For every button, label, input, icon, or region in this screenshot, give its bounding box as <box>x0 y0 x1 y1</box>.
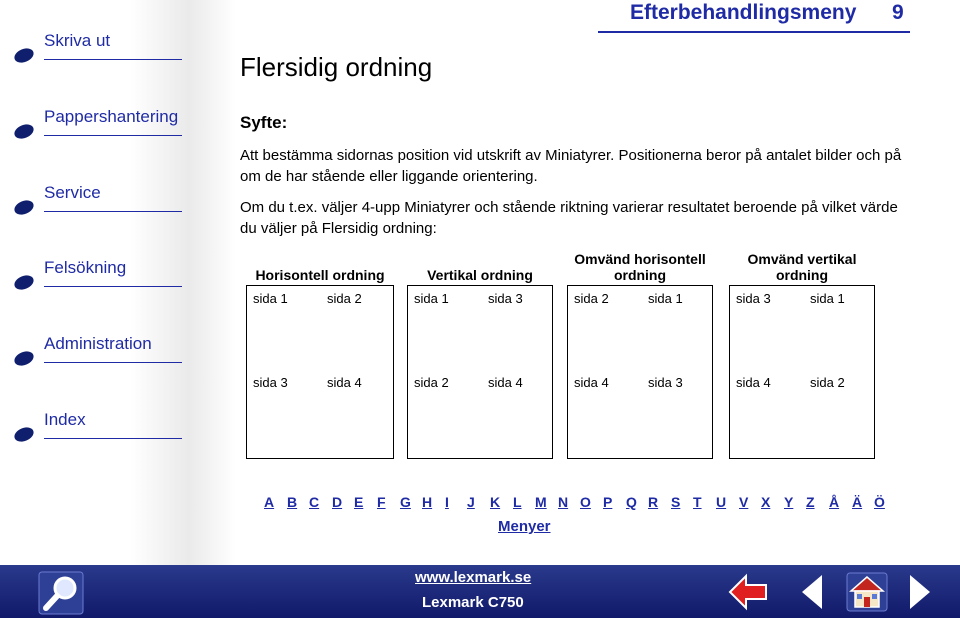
sidebar-item-label: Administration <box>44 334 152 353</box>
diagram-title: Omvänd vertikal ordning <box>747 251 857 283</box>
purpose-text: Att bestämma sidornas position vid utskrift av Miniatyrer. Positionerna beror på antalet bilder och på om de har stående eller liggande orientering. <box>240 147 902 185</box>
page-number: 9 <box>892 1 904 24</box>
alphabet-link[interactable]: Å <box>829 494 840 510</box>
page-cell: sida 4 <box>488 375 523 390</box>
alphabet-index <box>264 494 884 514</box>
divider <box>44 59 182 60</box>
page-cell: sida 1 <box>810 291 845 306</box>
page-cell: sida 3 <box>648 375 683 390</box>
page-cell: sida 1 <box>253 291 288 306</box>
purpose-heading: Syfte: <box>240 113 288 132</box>
sidebar-item-index[interactable] <box>0 410 200 450</box>
alphabet-link[interactable]: P <box>603 494 613 510</box>
sidebar-item-administration[interactable] <box>0 334 200 374</box>
bullet-icon <box>12 273 35 293</box>
website-link[interactable]: www.lexmark.se <box>415 569 532 586</box>
page-cell: sida 4 <box>574 375 609 390</box>
header-title: Efterbehandlingsmeny <box>630 1 857 24</box>
alphabet-link[interactable]: A <box>264 494 275 510</box>
page-cell: sida 2 <box>574 291 609 306</box>
sidebar-item-skriva-ut[interactable] <box>0 31 200 71</box>
alphabet-link[interactable]: D <box>332 494 343 510</box>
next-page-icon[interactable] <box>908 573 932 611</box>
sidebar-item-label: Skriva ut <box>44 31 111 50</box>
sidebar <box>0 0 236 565</box>
page-frame <box>729 285 875 459</box>
sidebar-item-label: Index <box>44 410 86 429</box>
footer-bar <box>0 565 960 618</box>
alphabet-link[interactable]: H <box>422 494 433 510</box>
menus-link[interactable]: Menyer <box>498 518 551 535</box>
alphabet-link[interactable]: E <box>354 494 364 510</box>
page-cell: sida 3 <box>736 291 771 306</box>
alphabet-link[interactable]: B <box>287 494 298 510</box>
bullet-icon <box>12 122 35 142</box>
alphabet-link[interactable]: S <box>671 494 681 510</box>
alphabet-link[interactable]: K <box>490 494 501 510</box>
alphabet-link[interactable]: V <box>739 494 749 510</box>
divider <box>44 135 182 136</box>
alphabet-link[interactable]: I <box>445 494 449 510</box>
previous-page-icon[interactable] <box>800 573 824 611</box>
divider <box>44 438 182 439</box>
bullet-icon <box>12 198 35 218</box>
sidebar-item-label: Felsökning <box>44 258 127 277</box>
product-model: Lexmark C750 <box>422 594 524 611</box>
alphabet-link[interactable]: O <box>580 494 591 510</box>
alphabet-link[interactable]: U <box>716 494 727 510</box>
diagram-title: Horisontell ordning <box>255 267 385 283</box>
page-frame <box>246 285 394 459</box>
alphabet-link[interactable]: Ö <box>874 494 885 510</box>
magnifier-icon[interactable] <box>38 571 84 615</box>
back-arrow-icon[interactable] <box>728 573 768 611</box>
page-cell: sida 4 <box>736 375 771 390</box>
alphabet-link[interactable]: T <box>693 494 702 510</box>
alphabet-link[interactable]: G <box>400 494 411 510</box>
sidebar-item-felsokning[interactable] <box>0 258 200 298</box>
page-cell: sida 3 <box>488 291 523 306</box>
page-cell: sida 3 <box>253 375 288 390</box>
sidebar-item-label: Service <box>44 183 101 202</box>
diagram-title: Omvänd horisontell ordning <box>574 251 706 283</box>
page-cell: sida 2 <box>414 375 449 390</box>
page-cell: sida 1 <box>648 291 683 306</box>
sidebar-item-label: Pappershantering <box>44 107 179 126</box>
divider <box>44 211 182 212</box>
page-title: Flersidig ordning <box>240 52 433 82</box>
bullet-icon <box>12 349 35 369</box>
page-frame <box>407 285 553 459</box>
alphabet-link[interactable]: R <box>648 494 659 510</box>
alphabet-link[interactable]: N <box>558 494 569 510</box>
home-icon[interactable] <box>846 572 888 612</box>
alphabet-link[interactable]: X <box>761 494 771 510</box>
diagram-title: Vertikal ordning <box>427 267 533 283</box>
alphabet-link[interactable]: Z <box>806 494 815 510</box>
bullet-icon <box>12 425 35 445</box>
alphabet-link[interactable]: F <box>377 494 386 510</box>
alphabet-link[interactable]: M <box>535 494 547 510</box>
alphabet-link[interactable]: Q <box>626 494 637 510</box>
page-cell: sida 2 <box>810 375 845 390</box>
header-rule <box>598 31 910 33</box>
page-cell: sida 4 <box>327 375 362 390</box>
divider <box>44 362 182 363</box>
page-cell: sida 2 <box>327 291 362 306</box>
sidebar-item-pappershantering[interactable] <box>0 107 200 147</box>
sidebar-item-service[interactable] <box>0 183 200 223</box>
alphabet-link[interactable]: L <box>513 494 522 510</box>
alphabet-link[interactable]: J <box>467 494 475 510</box>
alphabet-link[interactable]: Ä <box>852 494 863 510</box>
bullet-icon <box>12 46 35 66</box>
alphabet-link[interactable]: Y <box>784 494 794 510</box>
alphabet-link[interactable]: C <box>309 494 320 510</box>
example-text: Om du t.ex. väljer 4-upp Miniatyrer och stående riktning varierar resultatet beroende på vilket värde du väljer på Flersidig ordning: <box>240 199 898 237</box>
divider <box>44 286 182 287</box>
page-cell: sida 1 <box>414 291 449 306</box>
page-frame <box>567 285 713 459</box>
